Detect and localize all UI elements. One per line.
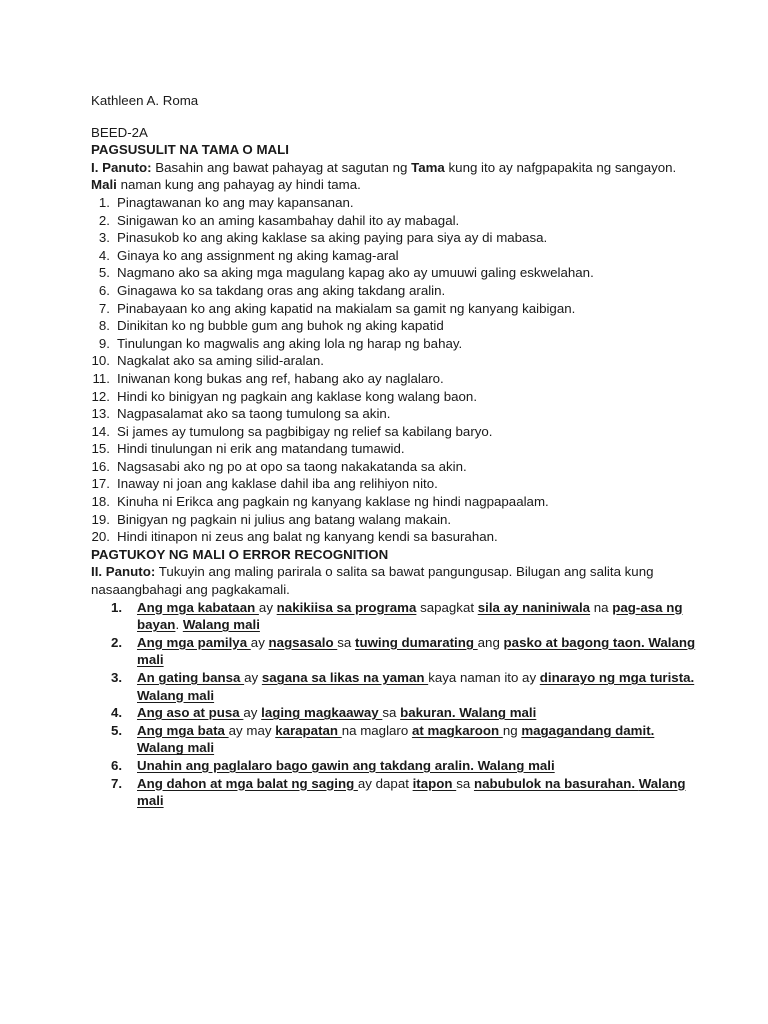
underlined-phrase: at magkaroon	[411, 722, 503, 738]
underlined-phrase: nagsasalo	[268, 634, 338, 650]
section2-panuto-text: Tukuyin ang maling parirala o salita sa bawat pangungusap. Bilugan ang salita kung nasaangbahagi ang pagkakamali.	[91, 564, 654, 598]
underlined-phrase: itapon	[412, 775, 457, 791]
list-item	[91, 475, 691, 493]
section1-panuto-text-c: naman kung ang pahayag ay hindi tama.	[116, 177, 361, 193]
item-text: Hindi ko binigyan ng pagkain ang kaklase kong walang baon.	[117, 388, 478, 404]
item-number: 3.	[111, 670, 123, 685]
list-item	[91, 405, 691, 423]
underlined-phrase: sila ay naniniwala	[477, 599, 591, 615]
item-number: 13.	[91, 406, 110, 422]
item-number: 16.	[91, 458, 110, 474]
item-number: 10.	[91, 353, 110, 369]
item-number: 5.	[111, 722, 123, 738]
underlined-phrase: Ang dahon at mga balat ng saging	[137, 775, 358, 791]
item-text: Nagkalat ako sa aming silid-aralan.	[117, 353, 324, 369]
section2-title: PAGTUKOY NG MALI O ERROR RECOGNITION	[91, 546, 389, 562]
section2-item-list	[91, 599, 696, 810]
list-item	[91, 511, 691, 529]
list-item	[91, 352, 691, 370]
list-item	[91, 775, 697, 810]
section1-panuto-tama: Tama	[411, 159, 445, 175]
list-item	[91, 423, 691, 441]
plain-phrase: sa	[382, 705, 401, 721]
plain-phrase: na	[590, 599, 613, 615]
item-number: 20.	[91, 529, 110, 545]
underlined-phrase: Walang mali	[137, 740, 215, 756]
list-item	[91, 388, 691, 406]
item-number: 7.	[98, 300, 110, 316]
underlined-phrase: Walang mali	[182, 617, 260, 633]
list-item	[91, 458, 691, 476]
item-number: 5.	[98, 265, 110, 281]
section1-panuto-mali: Mali	[91, 177, 117, 193]
section1-panuto-label: I. Panuto:	[91, 159, 152, 175]
item-text: Nagpasalamat ako sa taong tumulong sa akin.	[117, 406, 391, 422]
underlined-phrase: bakuran. Walang mali	[400, 705, 537, 721]
underlined-phrase: nakikiisa sa programa	[276, 599, 417, 615]
item-number: 11.	[92, 370, 110, 386]
document-page	[91, 92, 696, 810]
plain-phrase: .	[175, 617, 183, 633]
list-item	[91, 722, 697, 757]
underlined-phrase: Ang mga bata	[137, 722, 229, 738]
item-text: Pinagtawanan ko ang may kapansanan.	[117, 194, 354, 210]
item-text: Nagmano ako sa aking mga magulang kapag ako ay umuuwi galing eskwelahan.	[117, 265, 594, 281]
item-text: Ginaya ko ang assignment ng aking kamag-aral	[117, 247, 399, 263]
list-item	[91, 264, 691, 282]
item-number: 7.	[111, 775, 123, 791]
list-item	[91, 247, 691, 265]
item-number: 1.	[111, 599, 123, 615]
underlined-phrase: magagandang damit.	[521, 722, 655, 738]
item-number: 15.	[91, 441, 110, 457]
underlined-phrase: An gating bansa	[137, 670, 245, 685]
list-item	[91, 300, 691, 318]
item-number: 14.	[91, 423, 110, 439]
item-text: Pinasukob ko ang aking kaklase sa aking paying para siya ay di mabasa.	[117, 230, 548, 246]
underlined-phrase: Walang mali	[137, 634, 696, 668]
plain-phrase: ay	[250, 634, 269, 650]
item-text: Ginagawa ko sa takdang oras ang aking takdang aralin.	[117, 282, 446, 298]
plain-phrase: ay	[258, 599, 277, 615]
plain-phrase: sa	[337, 634, 356, 650]
section1-title: PAGSUSULIT NA TAMA O MALI	[91, 142, 289, 158]
underlined-phrase: pag-asa ng bayan	[137, 599, 683, 633]
underlined-phrase: sagana sa likas na yaman	[261, 670, 429, 685]
section1-panuto-text-b: kung ito ay nafgpapakita ng sangayon.	[444, 159, 677, 175]
list-item	[91, 335, 691, 353]
underlined-phrase: laging magkaaway	[261, 705, 383, 721]
item-text: Dinikitan ko ng bubble gum ang buhok ng aking kapatid	[117, 318, 444, 334]
underlined-phrase: Unahin ang paglalaro bago gawin ang takdang aralin. Walang mali	[137, 757, 555, 773]
section1-instructions	[91, 159, 691, 194]
plain-phrase: sa	[456, 775, 474, 791]
item-number: 12.	[91, 388, 110, 404]
item-number: 2.	[98, 212, 110, 228]
item-text: Binigyan ng pagkain ni julius ang batang walang makain.	[117, 511, 452, 527]
item-text: Hindi itinapon ni zeus ang balat ng kanyang kendi sa basurahan.	[117, 529, 498, 545]
item-text: Sinigawan ko an aming kasambahay dahil ito ay mabagal.	[117, 212, 460, 228]
list-item	[91, 212, 691, 230]
item-number: 2.	[111, 634, 123, 650]
section1-panuto-text-a: Basahin ang bawat pahayag at sagutan ng	[151, 159, 412, 175]
underlined-phrase: dinarayo ng mga turista. Walang mali	[137, 670, 695, 703]
item-number: 19.	[91, 511, 110, 527]
list-item	[91, 634, 697, 669]
plain-phrase: ng	[502, 722, 522, 738]
section2-panuto-label: II. Panuto:	[91, 564, 156, 580]
underlined-phrase: nabubulok na basurahan.	[473, 775, 639, 791]
list-item	[91, 704, 697, 722]
list-item	[91, 757, 697, 775]
section2-instructions	[91, 563, 691, 598]
item-number: 4.	[98, 247, 110, 263]
item-text: Kinuha ni Erikca ang pagkain ng kanyang kaklase ng hindi nagpapaalam.	[117, 494, 549, 510]
item-number: 3.	[98, 230, 110, 246]
plain-phrase: ay	[243, 705, 262, 721]
list-item	[91, 194, 691, 212]
item-number: 6.	[98, 282, 110, 298]
plain-phrase: ay dapat	[357, 775, 413, 791]
item-number: 8.	[98, 318, 110, 334]
list-item	[91, 599, 697, 634]
item-text: Nagsasabi ako ng po at opo sa taong nakakatanda sa akin.	[117, 458, 467, 474]
list-item	[91, 370, 691, 388]
item-number: 17.	[91, 476, 110, 492]
item-number: 18.	[91, 494, 110, 510]
plain-phrase: ang	[477, 634, 504, 650]
plain-phrase: ay	[244, 670, 262, 685]
underlined-phrase: Walang mali	[137, 775, 686, 809]
plain-phrase: na maglaro	[341, 722, 412, 738]
underlined-phrase: Ang mga kabataan	[137, 599, 259, 615]
item-text: Hindi tinulungan ni erik ang matandang tumawid.	[117, 441, 405, 457]
list-item	[91, 229, 691, 247]
underlined-phrase: pasko at bagong taon.	[503, 634, 649, 650]
underlined-phrase: karapatan	[275, 722, 342, 738]
student-course: BEED-2A	[91, 124, 148, 140]
item-text: Iniwanan kong bukas ang ref, habang ako ay naglalaro.	[117, 370, 444, 386]
student-name: Kathleen A. Roma	[91, 93, 199, 108]
item-number: 1.	[98, 194, 110, 210]
list-item	[91, 493, 691, 511]
plain-phrase: ay may	[228, 722, 276, 738]
list-item	[91, 282, 691, 300]
item-text: Inaway ni joan ang kaklase dahil iba ang relihiyon nito.	[117, 476, 438, 492]
item-text: Si james ay tumulong sa pagbibigay ng relief sa kabilang baryo.	[117, 423, 493, 439]
plain-phrase: kaya naman ito ay	[428, 670, 540, 685]
underlined-phrase: tuwing dumarating	[355, 634, 478, 650]
list-item	[91, 317, 691, 335]
item-text: Pinabayaan ko ang aking kapatid na makialam sa gamit ng kanyang kaibigan.	[117, 300, 576, 316]
list-item	[91, 669, 697, 704]
list-item	[91, 440, 691, 458]
item-number: 4.	[111, 705, 123, 721]
underlined-phrase: Ang aso at pusa	[137, 705, 244, 721]
underlined-phrase: Ang mga pamilya	[137, 634, 251, 650]
item-number: 6.	[111, 757, 123, 773]
item-number: 9.	[98, 335, 110, 351]
section1-item-list	[91, 194, 691, 546]
plain-phrase: sapagkat	[416, 599, 478, 615]
item-text: Tinulungan ko magwalis ang aking lola ng harap ng bahay.	[117, 335, 463, 351]
list-item	[91, 528, 691, 546]
